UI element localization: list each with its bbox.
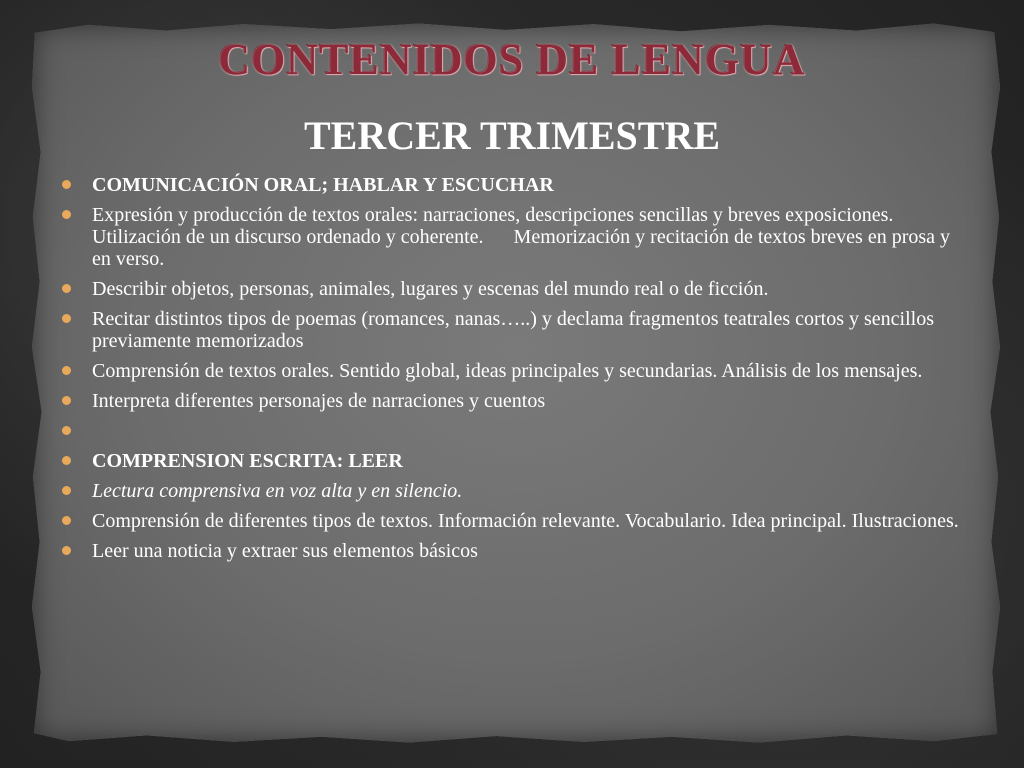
list-item-text: Comprensión de textos orales. Sentido global, ideas principales y secundarias. Análisis de los mensajes. (92, 360, 923, 382)
list-item (62, 480, 972, 502)
bullet-dot-icon (62, 314, 71, 323)
bullet-dot-icon (62, 456, 71, 465)
bullet-dot-icon (62, 366, 71, 375)
bullet-dot-icon (62, 426, 71, 435)
list-item-text: Describir objetos, personas, animales, lugares y escenas del mundo real o de ficción. (92, 278, 769, 300)
bullet-dot-icon (62, 284, 71, 293)
bullet-dot-icon (62, 396, 71, 405)
list-item (62, 308, 972, 352)
bullet-dot-icon (62, 210, 71, 219)
list-item-text: COMUNICACIÓN ORAL; HABLAR Y ESCUCHAR (92, 174, 554, 196)
list-item-empty (62, 420, 972, 442)
bullet-dot-icon (62, 486, 71, 495)
list-item (62, 278, 972, 300)
bullet-dot-icon (62, 546, 71, 555)
slide-title: CONTENIDOS DE LENGUA (218, 35, 806, 84)
list-item-text: Lectura comprensiva en voz alta y en silencio. (92, 480, 463, 502)
bullet-dot-icon (62, 516, 71, 525)
list-item-text: Comprensión de diferentes tipos de textos. Información relevante. Vocabulario. Idea principal. Ilustraciones. (92, 510, 959, 532)
bullet-dot-icon (62, 180, 71, 189)
list-item (62, 450, 972, 472)
list-item (62, 510, 972, 532)
list-item-text: Leer una noticia y extraer sus elementos básicos (92, 540, 478, 562)
list-item-text: Interpreta diferentes personajes de narraciones y cuentos (92, 390, 546, 412)
list-item (62, 360, 972, 382)
list-item (62, 204, 972, 270)
slide-subtitle: TERCER TRIMESTRE (303, 113, 721, 158)
list-item-text: Expresión y producción de textos orales: narraciones, descripciones sencillas y breves exposiciones. Utilización de un discurso ordenado y coherente. Memorización y recitación de textos breves en prosa y en verso. (92, 204, 956, 270)
list-item-text: COMPRENSION ESCRITA: LEER (92, 450, 403, 472)
list-item (62, 540, 972, 562)
list-item (62, 174, 972, 196)
list-item (62, 390, 972, 412)
list-item-text: Recitar distintos tipos de poemas (romances, nanas…..) y declama fragmentos teatrales cortos y sencillos previamente memorizados (92, 308, 934, 352)
bullet-list (62, 174, 972, 570)
